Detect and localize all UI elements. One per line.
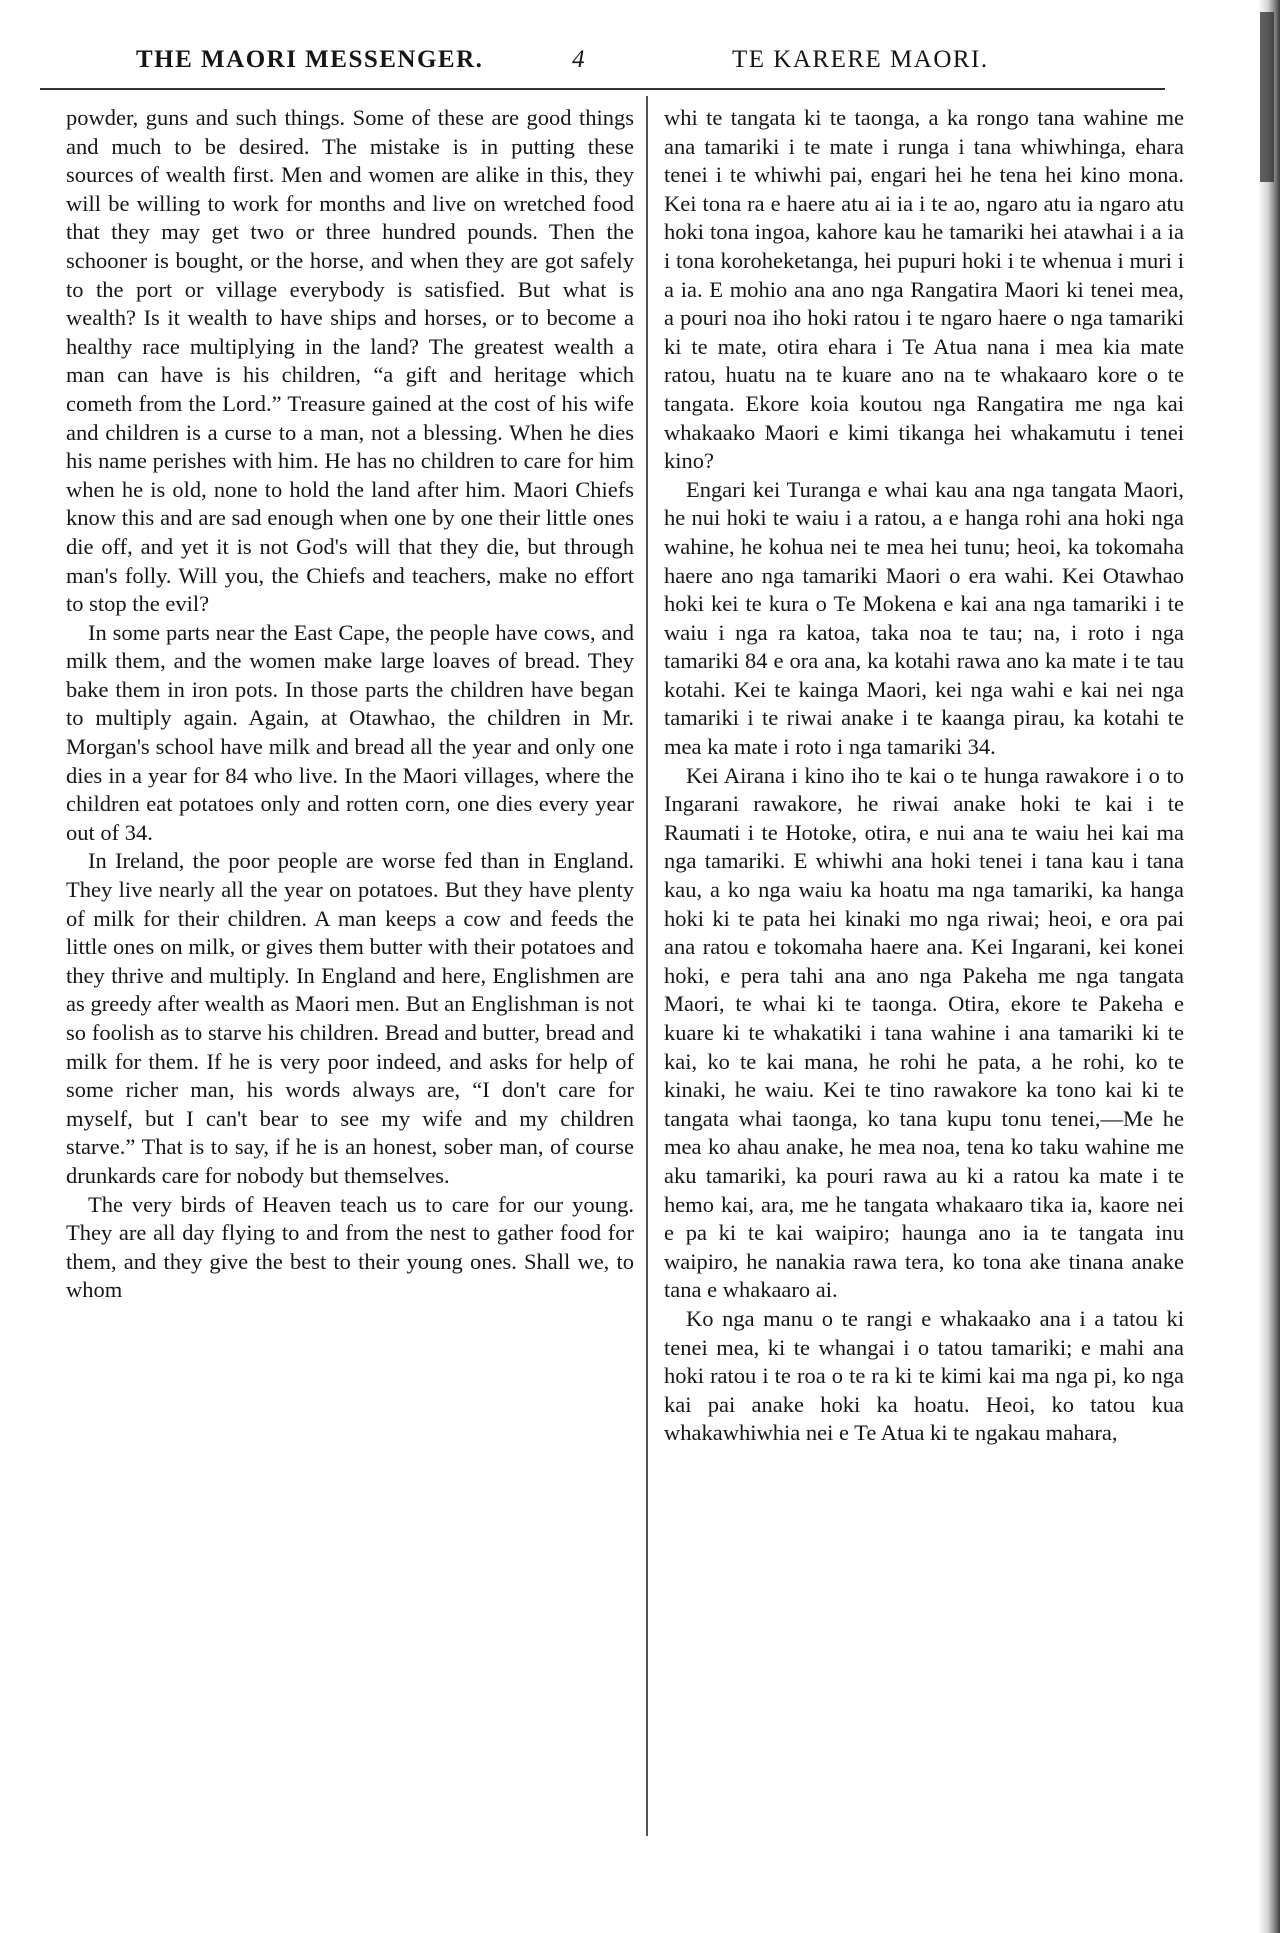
maori-paragraph: Kei Airana i kino iho te kai o te hunga rawakore i o to Ingarani rawakore, he riwai anake hoki te kai i te Raumati i te Hotoke, otira, e nui ana te waiu hei kai ma nga tamariki. E whiwhi ana hoki tenei i tana kau i tana kau, a ko nga waiu ka hoatu ma nga tamariki, ka hanga hoki ki te pata hei kinaki mo nga riwai; heoi, e ora pai ana ratou e tokomaha haere ana. Kei Ingarani, kei konei hoki, e pera tahi ana ano nga Pakeha me nga tangata Maori, te whai ki te taonga. Otira, ekore te Pakeha e kuare ki te whakatiki i tana wahine i ana tamariki ki te kai, ko te kai mana, he rohi he pata, a he rohi, ko te kinaki, he waiu. Kei te tino rawakore ka tono kai ki te tangata whai taonga, ko tana kupu tonu tenei,—Me he mea ko ahau anake, he mea noa, tena ko taku wahine me aku tamariki, ka pouri rawa au ki a ratou ka mate i te hemo kai, ara, me he tangata whakaaro tika ia, kaore nei e pa ki te kai waipiro; haunga ano ia te tangata inu waipiro, he nanakia rawa tera, ko tona ake tinana anake tana e whakaaro ai. [664,762,1184,1303]
maori-paragraph: Ko nga manu o te rangi e whakaako ana i a tatou ki tenei mea, ki te whangai i o tatou tamariki; e mahi ana hoki ratou i te roa o te ra ki te kimi kai ma nga pi, ko nga kai pai anake hoki ka hoatu. Heoi, ko tatou kua whakawhiwhia nei e Te Atua ki te ngakau mahara, [664,1305,1184,1446]
maori-paragraph: whi te tangata ki te taonga, a ka rongo tana wahine me ana tamariki i te mate i runga i tana whiwhinga, ehara tenei i te whiwhi pai, engari hei he tena hei kino mona. Kei tona ra e haere atu ai ia i te ao, ngaro atu ia ngaro atu hoki tona ingoa, kahore kau he tamariki hei atawhai i a ia i tona koroheketanga, hei pupuri hoki i te whenua i muri i a ia. E mohio ana ano nga Rangatira Maori ki tenei mea, a pouri noa iho hoki ratou i te ngaro haere o nga tamariki ki te mate, otira ehara i Te Atua nana i mea kia mate ratou, huatu na te kuare ano na te whakaaro kore o te tangata. Ekore koia koutou nga Rangatira me nga kai whakaako Maori e kimi tikanga hei whakamutu i tenei kino? [664,105,1184,474]
english-paragraph: In Ireland, the poor people are worse fed than in England. They live nearly all the year on potatoes. But they have plenty of milk for their children. A man keeps a cow and feeds the little ones on milk, or gives them butter with their potatoes and they thrive and multiply. In England and here, Englishmen are as greedy after wealth as Maori men. But an Englishman is not so foolish as to starve his children. Bread and butter, bread and milk for them. If he is very poor indeed, and asks for help of some richer man, his words always are, “I don't care for myself, but I can't bear to see my wife and my children starve.” That is to say, if he is an honest, sober man, of course drunkards care for nobody but themselves. [66,848,634,1188]
maori-masthead: TE KARERE MAORI. [732,46,989,73]
scan-corner-mark [1260,12,1274,182]
scan-edge-shadow [1258,0,1280,1933]
maori-column [664,104,1184,1448]
english-paragraph: In some parts near the East Cape, the people have cows, and milk them, and the women make large loaves of bread. They bake them in iron pots. In those parts the children have began to multiply again. Again, at Otawhao, the children in Mr. Morgan's school have milk and bread all the year and only one dies in a year for 84 who live. In the Maori villages, where the children eat potatoes only and rotten corn, one dies every year out of 34. [66,619,634,845]
page-number: 4 [572,46,585,73]
english-masthead: THE MAORI MESSENGER. [136,46,484,73]
maori-paragraph: Engari kei Turanga e whai kau ana nga tangata Maori, he nui hoki te waiu i a ratou, a e hanga rohi ana hoki nga wahine, he kohua nei te mea hei tunu; heoi, ka tokomaha haere ano nga tamariki Maori o era wahi. Kei Otawhao hoki kei te kura o Te Mokena e kai ana nga tamariki i te waiu i nga ra katoa, taka noa te tau; na, i roto i nga tamariki 84 e ora ana, ka kotahi rawa ano ka mate i te tau kotahi. Kei te kainga Maori, kei nga wahi e kai nei nga tamariki i te riwai anake i te kaanga pirau, ka kotahi te mea ka mate i roto i nga tamariki 34. [664,476,1184,760]
english-paragraph: powder, guns and such things. Some of these are good things and much to be desired. The mistake is in putting these sources of wealth first. Men and women are alike in this, they will be willing to work for months and live on wretched food that they may get two or three hundred pounds. Then the schooner is bought, or the horse, and when they are got safely to the port or village everybody is satisfied. But what is wealth? Is it wealth to have ships and horses, or to become a healthy race multiplying in the land? The greatest wealth a man can have is his children, “a gift and heritage which cometh from the Lord.” Treasure gained at the cost of his wife and children is a curse to a man, not a blessing. When he dies his name perishes with him. He has no children to care for him when he is old, none to hold the land after him. Maori Chiefs know this and are sad enough when one by one their little ones die off, and yet it is not God's will that they die, but through man's folly. Will you, the Chiefs and teachers, make no effort to stop the evil? [66,105,634,617]
page-header [40,40,1165,80]
header-rule [40,88,1165,90]
english-column [66,104,634,1305]
column-divider [646,96,648,1836]
english-paragraph: The very birds of Heaven teach us to care for our young. They are all day flying to and from the nest to gather food for them, and they give the best to their young ones. Shall we, to whom [66,1191,634,1303]
